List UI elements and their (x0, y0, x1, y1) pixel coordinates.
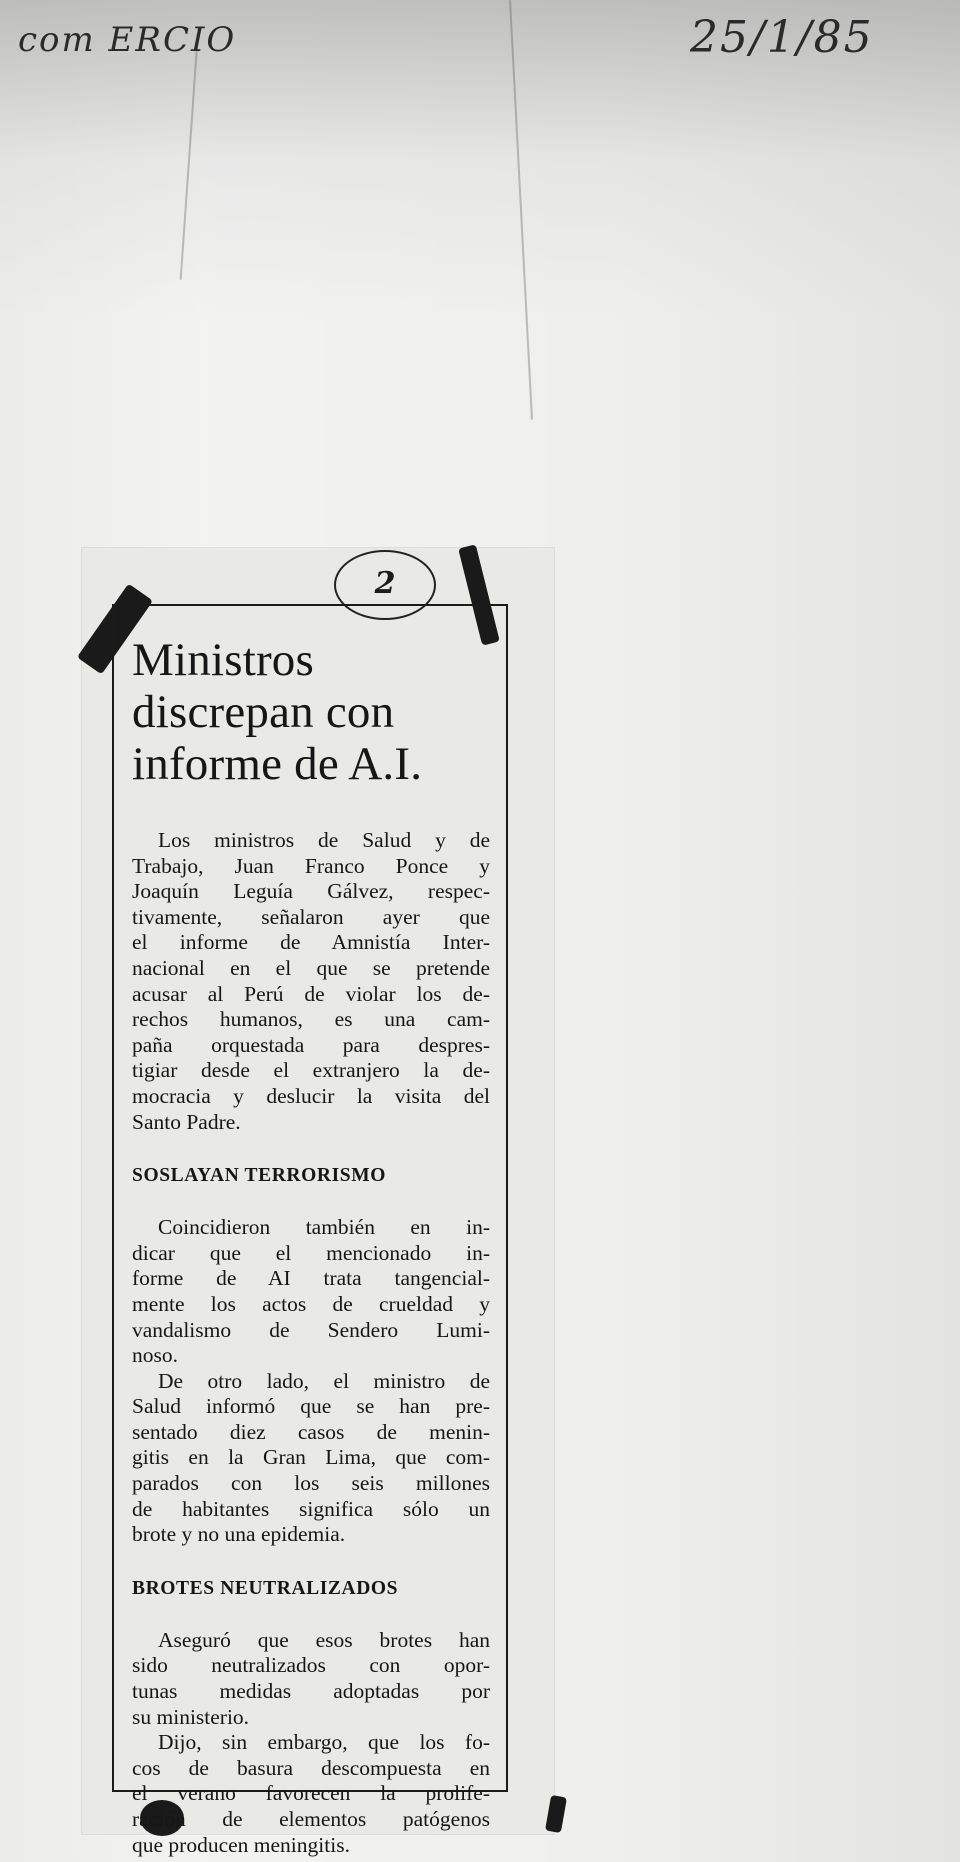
circled-page-number: 2 (334, 550, 436, 620)
headline-line: discrepan con (132, 686, 395, 738)
text-line: Los ministros de Salud y de (158, 828, 490, 852)
text-line: de habitantes significa sólo un (132, 1496, 490, 1521)
text-line: paña orquestada para despres- (132, 1032, 490, 1057)
article-paragraph (132, 1215, 490, 1369)
text-line: el informe de Amnistía Inter- (132, 930, 490, 955)
text-line: Santo Padre. (132, 1109, 241, 1134)
article-paragraph (132, 1369, 490, 1548)
text-line: tunas medidas adoptadas por (132, 1679, 490, 1704)
text-line: Salud informó que se han pre- (132, 1394, 490, 1419)
text-line: sido neutralizados con opor- (132, 1653, 490, 1678)
text-line: Aseguró que esos brotes han (158, 1627, 490, 1652)
text-line: Dijo, sin embargo, que los fo- (158, 1730, 490, 1755)
text-line: tigiar desde el extranjero la de- (132, 1058, 490, 1083)
article-paragraph (132, 828, 490, 1135)
text-line: rechos humanos, es una cam- (132, 1007, 490, 1032)
text-line: forme de AI trata tangencial- (132, 1266, 490, 1291)
text-line: tivamente, señalaron ayer que (132, 904, 490, 929)
text-line: cos de basura descompuesta en (132, 1755, 490, 1780)
text-line: que producen meningitis. (132, 1832, 350, 1857)
text-line: gitis en la Gran Lima, que com- (132, 1445, 490, 1470)
text-line: Coincidieron también en in- (158, 1215, 490, 1240)
text-line: mente los actos de crueldad y (132, 1291, 490, 1316)
text-line: mocracia y deslucir la visita del (132, 1083, 490, 1108)
text-line: el verano favorecen la prolife- (132, 1781, 490, 1806)
text-line: brote y no una epidemia. (132, 1522, 346, 1547)
article-headline (132, 634, 490, 790)
headline-line: Ministros (132, 634, 314, 686)
text-line: dicar que el mencionado in- (132, 1240, 490, 1265)
text-line: noso. (132, 1343, 178, 1368)
text-line: nacional en el que se pretende (132, 955, 490, 980)
handwritten-date-note: 25/1/85 (690, 12, 874, 63)
text-line: sentado diez casos de menin- (132, 1419, 490, 1444)
headline-line: informe de A.I. (132, 738, 423, 790)
text-line: su ministerio. (132, 1704, 250, 1729)
text-line: De otro lado, el ministro de (158, 1368, 490, 1393)
paper-fold-crease (509, 0, 533, 420)
article-paragraph (132, 1628, 490, 1730)
text-line: Trabajo, Juan Franco Ponce y (132, 853, 490, 878)
text-line: parados con los seis millones (132, 1471, 490, 1496)
text-line: Joaquín Leguía Gálvez, respec- (132, 879, 490, 904)
article-paragraph (132, 1730, 490, 1858)
text-line: ración de elementos patógenos (132, 1807, 490, 1831)
paper-fold-crease (180, 40, 199, 280)
news-article (112, 604, 508, 1857)
article-subheading: SOSLAYAN TERRORISMO (132, 1165, 386, 1187)
article-subheading: BROTES NEUTRALIZADOS (132, 1577, 399, 1599)
text-line: acusar al Perú de violar los de- (132, 981, 490, 1006)
handwritten-source-note: com ERCIO (18, 20, 237, 60)
text-line: vandalismo de Sendero Lumi- (132, 1317, 490, 1342)
